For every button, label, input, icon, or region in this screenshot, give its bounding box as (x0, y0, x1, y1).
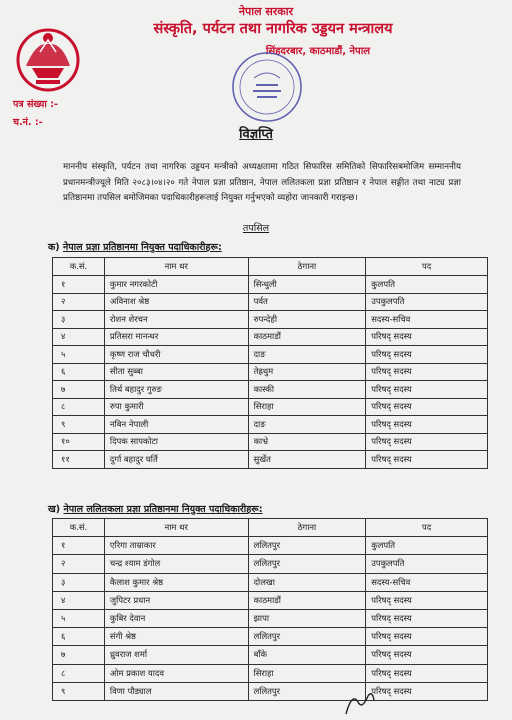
dispatch-number-label: च.नं. :- (13, 117, 43, 128)
table-header-row (53, 519, 488, 537)
position-cell: परिषद् सदस्य (366, 363, 488, 381)
table-row (53, 398, 488, 416)
serial-cell: १० (53, 433, 105, 451)
name-cell: विणा पौड्याल (104, 682, 248, 700)
serial-cell: ५ (53, 346, 105, 364)
name-cell: सीता सुब्बा (104, 363, 248, 381)
table-header-row (53, 258, 488, 276)
position-cell: उपकुलपति (366, 293, 488, 311)
name-cell: अविनाश श्रेष्ठ (104, 293, 248, 311)
name-cell: तिर्थ बहादुर गुरुङ (104, 381, 248, 399)
serial-cell: ९ (53, 682, 105, 700)
address-cell: ललितपुर (248, 537, 366, 555)
address-cell: ललितपुर (248, 628, 366, 646)
address-cell: सिराहा (248, 664, 366, 682)
name-cell: चन्द्र श्याम डंगोल (104, 555, 248, 573)
address-cell: ललितपुर (248, 555, 366, 573)
name-cell: ओम प्रकाश यादव (104, 664, 248, 682)
serial-cell: ११ (53, 451, 105, 469)
serial-cell: १ (53, 276, 105, 294)
name-cell: रुपा कुमारी (104, 398, 248, 416)
serial-cell: २ (53, 293, 105, 311)
position-cell: परिषद् सदस्य (366, 398, 488, 416)
address-cell: दाङ (248, 346, 366, 364)
position-cell: परिषद् सदस्य (366, 682, 488, 700)
table-row (53, 328, 488, 346)
position-cell: सदस्य-सचिव (366, 573, 488, 591)
position-cell: परिषद् सदस्य (366, 609, 488, 627)
ministry-address: सिंहदरबार, काठमाडौं, नेपाल (265, 46, 371, 57)
table-row (53, 276, 488, 294)
table-row (53, 363, 488, 381)
notice-title: विज्ञप्ति (239, 127, 273, 142)
position-cell: कुलपति (366, 537, 488, 555)
name-cell: जुपिटर प्रधान (104, 591, 248, 609)
ministry-name: संस्कृति, पर्यटन तथा नागरिक उड्डयन मन्त्रालय (153, 21, 393, 37)
serial-cell: ३ (53, 311, 105, 329)
section-b-heading (48, 502, 263, 515)
section-a-heading (48, 240, 222, 253)
notice-body: माननीय संस्कृति, पर्यटन तथा नागरिक उड्डयन मन्त्रीको अध्यक्षतामा गठित सिफारिस समितिको सिफारिसबमोजिम सम्माननीय प्रधानमन्त्रीज्यूले मिति २०८३।०४।२० गते नेपाल प्रज्ञा प्रतिष्ठान, नेपाल ललितकला प्रज्ञा प्रतिष्ठान र नेपाल सङ्गीत तथा नाट्य प्रज्ञा प्रतिष्ठानमा तपसिल बमोजिमका पदाधिकारीहरूलाई नियुक्त गर्नुभएको व्यहोरा जानकारी गराइन्छ। (63, 162, 461, 203)
serial-cell: २ (53, 555, 105, 573)
table-row (53, 555, 488, 573)
table-row (53, 416, 488, 434)
column-header-position: पद (366, 519, 488, 537)
position-cell: उपकुलपति (366, 555, 488, 573)
table-row (53, 573, 488, 591)
position-cell: परिषद् सदस्य (366, 451, 488, 469)
address-cell: रुपन्देही (248, 311, 366, 329)
position-cell: परिषद् सदस्य (366, 346, 488, 364)
position-cell: परिषद् सदस्य (366, 664, 488, 682)
name-cell: कुमार नगरकोटी (104, 276, 248, 294)
address-cell: तेह्रथुम (248, 363, 366, 381)
name-cell: एरिगा ताम्राकार (104, 537, 248, 555)
section-b-table (52, 518, 488, 701)
column-header-position: पद (366, 258, 488, 276)
annex-heading: तपसिल (242, 223, 270, 234)
serial-cell: ४ (53, 591, 105, 609)
position-cell: कुलपति (366, 276, 488, 294)
serial-cell: ७ (53, 381, 105, 399)
table-row (53, 682, 488, 700)
address-cell: काठमाडौं (248, 591, 366, 609)
government-name: नेपाल सरकार (238, 5, 294, 18)
table-row (53, 311, 488, 329)
address-cell: दाङ (248, 416, 366, 434)
address-cell: काठमाडौं (248, 328, 366, 346)
position-cell: परिषद् सदस्य (366, 328, 488, 346)
name-cell: कुबिर देवान (104, 609, 248, 627)
name-cell: प्रतिसरा मानन्धर (104, 328, 248, 346)
name-cell: कृष्ण राज चौधरी (104, 346, 248, 364)
address-cell: पर्वत (248, 293, 366, 311)
position-cell: परिषद् सदस्य (366, 416, 488, 434)
name-cell: दुर्गा बहादुर घर्ति (104, 451, 248, 469)
name-cell: ध्रुवराज शर्मा (104, 646, 248, 664)
name-cell: कैलाश कुमार श्रेष्ठ (104, 573, 248, 591)
address-cell: ललितपुर (248, 682, 366, 700)
table-row (53, 664, 488, 682)
name-cell: दिपक सापकोटा (104, 433, 248, 451)
column-header-name: नाम थर (104, 258, 248, 276)
serial-cell: ४ (53, 328, 105, 346)
address-cell: कास्की (248, 381, 366, 399)
serial-cell: ३ (53, 573, 105, 591)
position-cell: परिषद् सदस्य (366, 646, 488, 664)
serial-cell: ९ (53, 416, 105, 434)
signature-mark (340, 688, 380, 718)
serial-cell: १ (53, 537, 105, 555)
address-cell: बाँके (248, 646, 366, 664)
serial-cell: ५ (53, 609, 105, 627)
address-cell: सिराहा (248, 398, 366, 416)
table-row (53, 628, 488, 646)
section-b-prefix: ख) (48, 504, 61, 515)
column-header-address: ठेगाना (248, 258, 366, 276)
table-row (53, 451, 488, 469)
address-cell: सिन्धुली (248, 276, 366, 294)
position-cell: परिषद् सदस्य (366, 433, 488, 451)
serial-cell: ७ (53, 646, 105, 664)
table-row (53, 591, 488, 609)
table-row (53, 609, 488, 627)
section-a-title: नेपाल प्रज्ञा प्रतिष्ठानमा नियुक्त पदाधिकारीहरू: (62, 242, 222, 253)
column-header-serial: क.सं. (53, 258, 105, 276)
table-row (53, 293, 488, 311)
table-row (53, 646, 488, 664)
address-cell: झापा (248, 609, 366, 627)
address-cell: सुर्खेत (248, 451, 366, 469)
section-b-title: नेपाल ललितकला प्रज्ञा प्रतिष्ठानमा नियुक्त पदाधिकारीहरू: (63, 504, 263, 515)
official-stamp-icon (228, 48, 306, 126)
table-row (53, 381, 488, 399)
column-header-address: ठेगाना (248, 519, 366, 537)
position-cell: परिषद् सदस्य (366, 381, 488, 399)
position-cell: सदस्य-सचिव (366, 311, 488, 329)
nepal-emblem-icon (12, 22, 84, 94)
position-cell: परिषद् सदस्य (366, 628, 488, 646)
column-header-serial: क.सं. (53, 519, 105, 537)
reference-number-label: पत्र संख्या :- (13, 99, 58, 110)
serial-cell: ६ (53, 628, 105, 646)
address-cell: दोलखा (248, 573, 366, 591)
address-cell: काभ्रे (248, 433, 366, 451)
position-cell: परिषद् सदस्य (366, 591, 488, 609)
name-cell: रोशन शेरचन (104, 311, 248, 329)
table-row (53, 433, 488, 451)
name-cell: संगी श्रेष्ठ (104, 628, 248, 646)
table-row (53, 537, 488, 555)
section-a-prefix: क) (48, 242, 60, 253)
serial-cell: ८ (53, 664, 105, 682)
serial-cell: ६ (53, 363, 105, 381)
name-cell: नबिन नेपाली (104, 416, 248, 434)
column-header-name: नाम थर (104, 519, 248, 537)
serial-cell: ८ (53, 398, 105, 416)
section-a-table (52, 257, 488, 469)
table-row (53, 346, 488, 364)
